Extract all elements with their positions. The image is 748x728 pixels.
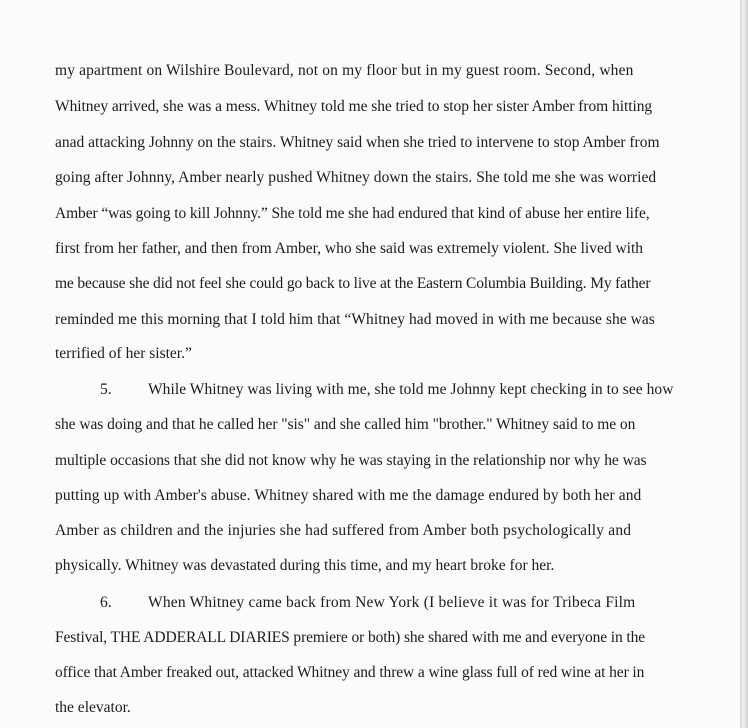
paragraph-number: 6. xyxy=(100,594,112,611)
text-line: While Whitney was living with me, she told me Johnny kept checking in to see how xyxy=(148,381,674,398)
text-line: When Whitney came back from New York (I believe it was for Tribeca Film xyxy=(148,594,636,611)
text-line: first from her father, and then from Amber, who she said was extremely violent. She lived with xyxy=(55,240,644,257)
page-edge xyxy=(740,0,748,728)
text-line: going after Johnny, Amber nearly pushed Whitney down the stairs. She told me she was worried xyxy=(55,169,657,186)
text-line: office that Amber freaked out, attacked Whitney and threw a wine glass full of red wine at her in xyxy=(55,664,645,681)
text-line: reminded me this morning that I told him that “Whitney had moved in with me because she was xyxy=(55,311,655,328)
paragraph-number: 5. xyxy=(100,381,112,398)
text-line: physically. Whitney was devastated during this time, and my heart broke for her. xyxy=(55,557,555,574)
text-line: terrified of her sister.” xyxy=(55,345,192,362)
text-line: my apartment on Wilshire Boulevard, not on my floor but in my guest room. Second, when xyxy=(55,62,634,79)
text-line: Amber as children and the injuries she had suffered from Amber both psychologically and xyxy=(55,522,632,539)
text-line: she was doing and that he called her "sis" and she called him "brother." Whitney said to me on xyxy=(55,416,636,433)
text-line: multiple occasions that she did not know why he was staying in the relationship nor why he was xyxy=(55,452,647,469)
text-line: the elevator. xyxy=(55,699,131,716)
text-line: anad attacking Johnny on the stairs. Whitney said when she tried to intervene to stop Amber from xyxy=(55,134,660,151)
text-line: Festival, THE ADDERALL DIARIES premiere or both) she shared with me and everyone in the xyxy=(55,629,646,646)
text-line: me because she did not feel she could go back to live at the Eastern Columbia Building. My father xyxy=(55,275,651,292)
text-line: putting up with Amber's abuse. Whitney shared with me the damage endured by both her and xyxy=(55,487,642,504)
text-line: Whitney arrived, she was a mess. Whitney told me she tried to stop her sister Amber from hitting xyxy=(55,98,653,115)
text-line: Amber “was going to kill Johnny.” She told me she had endured that kind of abuse her entire life, xyxy=(55,205,650,222)
